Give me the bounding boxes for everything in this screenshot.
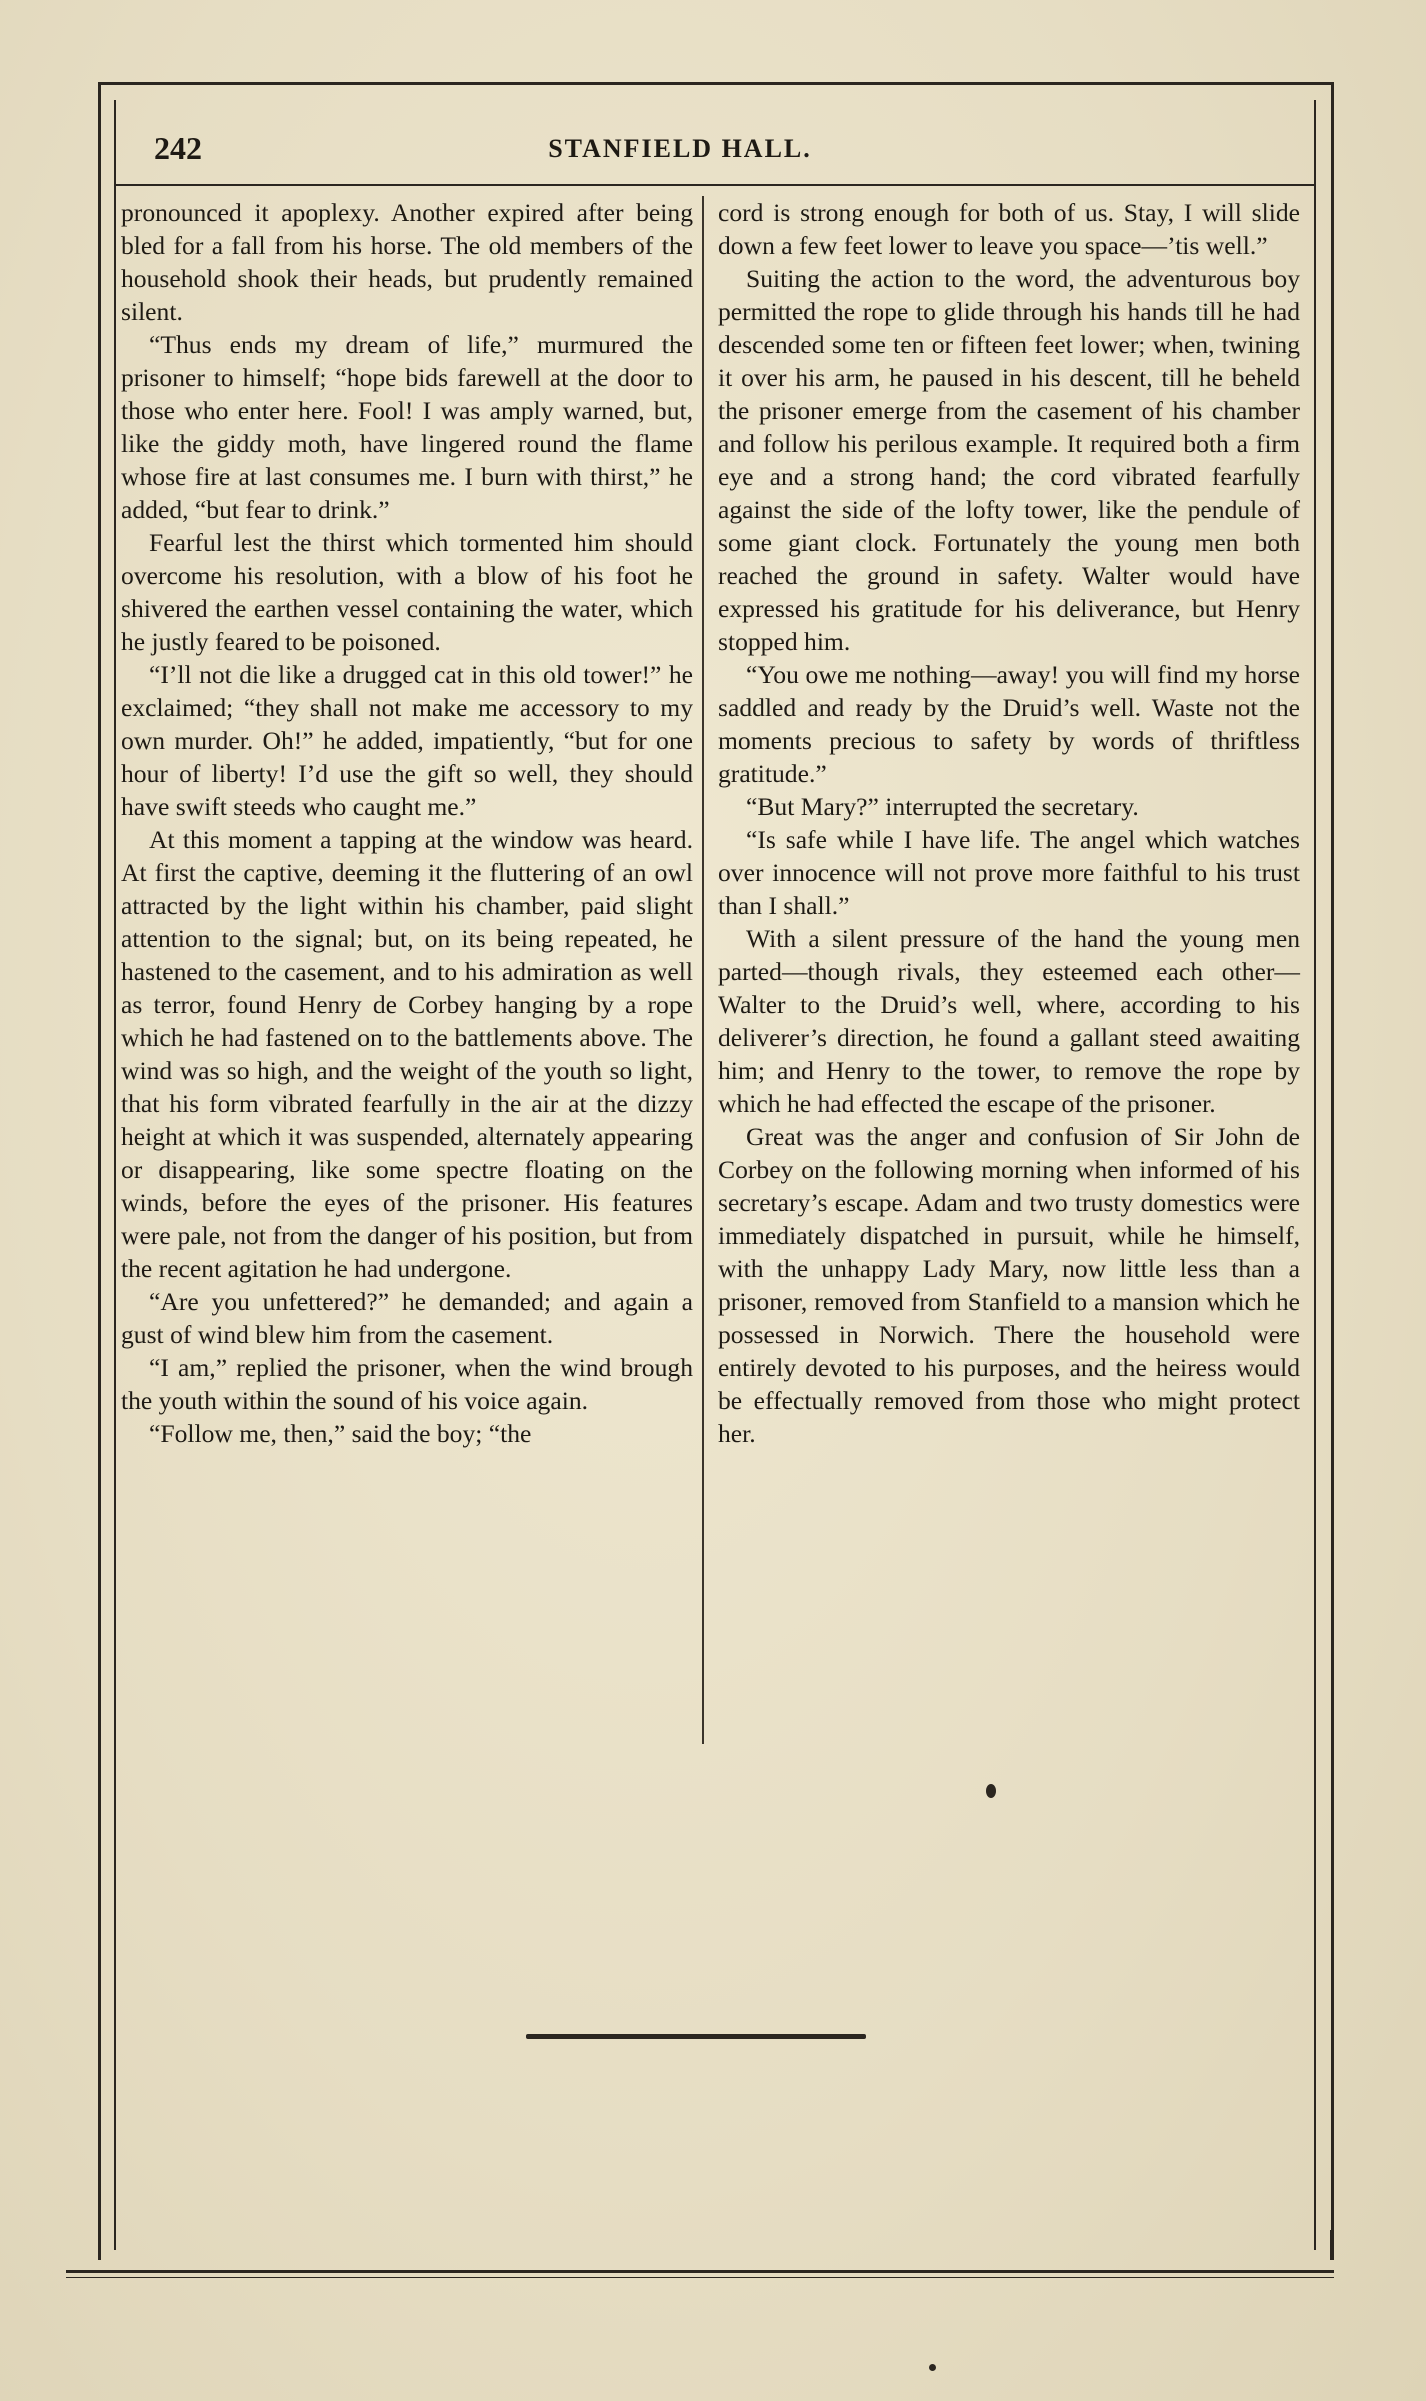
bottom-rule-thin (66, 2277, 1334, 2278)
paragraph: “Thus ends my dream of life,” murmured the prisoner to himself; “hope bids farewell at the door to those who enter here. Fool! I was amply warned, but, like the giddy moth, have lingered round the flame whose fire at last consumes me. I burn with thirst,” he added, “but fear to drink.” (121, 330, 693, 524)
paragraph: pronounced it apoplexy. Another expired after being bled for a fall from his horse. The old members of the household shook their heads, but prudently remained silent. (121, 198, 693, 326)
paragraph: At this moment a tapping at the window was heard. At first the captive, deeming it the fluttering of an owl attracted by the light within his chamber, paid slight attention to the signal; but, on its being repeated, he hastened to the casement, and to his admiration as well as terror, found Henry de Corbey hanging by a rope which he had fastened on to the battlements above. The wind was so high, and the weight of the youth so light, that his form vibrated fearfully in the air at the dizzy height at which it was suspended, alternately appearing or disappearing, like some spectre floating on the winds, before the eyes of the prisoner. His features were pale, not from the danger of his position, but from the recent agitation he had undergone. (121, 825, 693, 1283)
margin-mark (1330, 2230, 1333, 2260)
paragraph: With a silent pressure of the hand the young men parted—though rivals, they esteemed each other—Walter to the Druid’s well, where, according to his deliverer’s direction, he found a gallant steed awaiting him; and Henry to the tower, to remove the rope by which he had effected the escape of the prisoner. (718, 924, 1300, 1118)
paragraph: “I’ll not die like a drugged cat in this old tower!” he exclaimed; “they shall not make me accessory to my own murder. Oh!” he added, impatiently, “but for one hour of liberty! I’d use the gift so well, they should have swift steeds who caught me.” (121, 660, 693, 821)
paragraph: “Are you unfettered?” he demanded; and again a gust of wind blew him from the casement. (121, 1287, 693, 1349)
page-number: 242 (154, 130, 202, 166)
left-column (121, 196, 693, 1450)
right-column (718, 196, 1300, 1450)
paragraph: cord is strong enough for both of us. Stay, I will slide down a few feet lower to leave you space—’tis well.” (718, 198, 1300, 260)
page-header (150, 126, 1210, 176)
column-divider (702, 196, 704, 1744)
paragraph: “I am,” replied the prisoner, when the wind brough the youth within the sound of his voice again. (121, 1353, 693, 1415)
paragraph: Fearful lest the thirst which tormented him should overcome his resolution, with a blow of his foot he shivered the earthen vessel containing the water, which he justly feared to be poisoned. (121, 528, 693, 656)
header-rule (114, 184, 1314, 186)
paragraph: “You owe me nothing—away! you will find my horse saddled and ready by the Druid’s well. Waste not the moments precious to safety by words of thriftless gratitude.” (718, 660, 1300, 788)
paragraph: Suiting the action to the word, the adventurous boy permitted the rope to glide through his hands till he had descended some ten or fifteen feet lower; when, twining it over his arm, he paused in his descent, till he beheld the prisoner emerge from the casement of his chamber and follow his perilous example. It required both a firm eye and a strong hand; the cord vibrated fearfully against the side of the lofty tower, like the pendule of some giant clock. Fortunately the young men both reached the ground in safety. Walter would have expressed his gratitude for his deliverance, but Henry stopped him. (718, 264, 1300, 656)
paragraph: Great was the anger and confusion of Sir John de Corbey on the following morning when informed of his secretary’s escape. Adam and two trusty domestics were immediately dispatched in pursuit, while he himself, with the unhappy Lady Mary, now little less than a prisoner, removed from Stanfield to a mansion which he possessed in Norwich. There the household were entirely devoted to his purposes, and the heiress would be effectually removed from those who might protect her. (718, 1122, 1300, 1448)
paragraph: “Follow me, then,” said the boy; “the (149, 1419, 532, 1448)
paragraph: “But Mary?” interrupted the secretary. (746, 792, 1139, 821)
ink-speck (929, 2364, 936, 2371)
paragraph: “Is safe while I have life. The angel which watches over innocence will not prove more faithful to his trust than I shall.” (718, 825, 1300, 920)
bottom-rule (66, 2270, 1334, 2273)
ink-blot (986, 1784, 996, 1798)
tail-rule (526, 2034, 866, 2039)
running-head: STANFIELD HALL. (548, 134, 812, 163)
